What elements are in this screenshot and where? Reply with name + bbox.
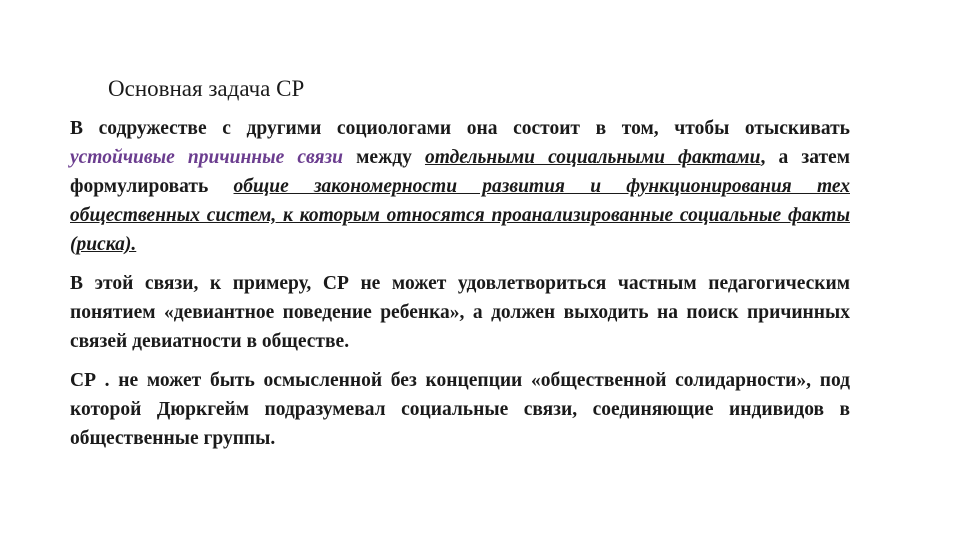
slide-title: Основная задача СР [108,76,305,101]
paragraph-solidarity: СР . не может быть осмысленной без концепции «общественной солидарности», под которой Дюркгейм подразумевал социальные связи, соединяющие индивидов в общественные группы. [70,370,850,449]
paragraph-deviant-behavior: В этой связи, к примеру, СР не может удовлетвориться частным педагогическим понятием «девиантное поведение ребенка», а должен выходить на поиск причинных связей девиатности в обществе. [70,273,850,352]
p1-text-2: между [343,147,425,168]
p1-text-1: В содружестве с другими социологами она состоит в том, чтобы отыскивать [70,118,850,139]
paragraph-main-task [70,114,850,259]
p1-separate-social-facts: отдельными социальными фактами [424,147,761,168]
p1-general-regularities: общие закономерности развития и функционирования тех общественных систем, к которым относятся проанализированные социальные факты (риска). [70,176,850,255]
p1-text-3: , а затем формулировать [70,147,850,197]
p1-stable-causal-links: устойчивые причинные связи [70,147,344,168]
